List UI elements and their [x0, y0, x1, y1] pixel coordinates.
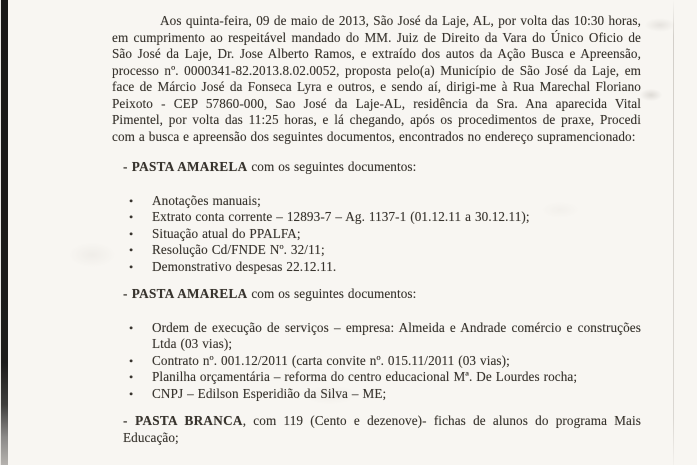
- list-item: [129, 320, 641, 353]
- section-2-folder-label: - PASTA AMARELA: [123, 286, 248, 301]
- section-1-folder-label: - PASTA AMARELA: [123, 159, 248, 174]
- list-item-text: Ordem de execução de serviços – empresa: Almeida e Andrade comércio e construções Ltda (03 vias);: [152, 319, 641, 351]
- bullet-icon: •: [129, 386, 134, 401]
- scanner-edge-shadow: [0, 0, 8, 465]
- list-item: [129, 369, 641, 386]
- section-3-heading-rest: , com 119 (Cento e dezenove)- fichas de alunos do programa Mais Educação;: [123, 413, 641, 445]
- scan-crease-line: [673, 0, 674, 465]
- list-item: [129, 209, 641, 226]
- document-body: [112, 13, 641, 446]
- section-2-heading-rest: com os seguintes documentos:: [247, 286, 417, 301]
- list-item: [129, 242, 641, 259]
- opening-paragraph: Aos quinta-feira, 09 de maio de 2013, São José da Laje, AL, por volta das 10:30 horas, em cumprimento ao respeitável mandado do MM. Juiz de Direito da Vara do Único Oficio de São José da Laje, Dr. Jose Alberto Ramos, e extraído dos autos da Ação Busca e Apreensão, processo nº. 0000341-82.2013.8.02.0052, proposta pelo(a) Município de São José da Laje, em face de Márcio José da Fonseca Lyra e outros, e sendo aí, dirigi-me à Rua Marechal Floriano Peixoto - CEP 57860-000, Sao José da Laje-AL, residência da Sra. Ana aparecida Vital Pimentel, por volta das 11:25 horas, e lá chegando, após os procedimentos de praxe, Procedi com a busca e apreensão dos seguintes documentos, encontrados no endereço supramencionado:: [112, 13, 641, 144]
- list-item: [129, 386, 641, 403]
- list-item-text: Resolução Cd/FNDE Nº. 32/11;: [152, 242, 325, 257]
- bullet-icon: •: [129, 259, 134, 274]
- section-2-list: [129, 320, 641, 403]
- list-item-text: Extrato conta corrente – 12893-7 – Ag. 1137-1 (01.12.11 a 30.12.11);: [152, 209, 530, 224]
- list-item-text: Anotações manuais;: [152, 192, 261, 208]
- section-3-folder-label: - PASTA BRANCA: [123, 413, 243, 428]
- section-3-heading: [123, 413, 641, 446]
- section-1-heading-rest: com os seguintes documentos:: [247, 159, 417, 174]
- list-item: [129, 259, 641, 276]
- bullet-icon: •: [129, 370, 134, 384]
- section-1-list: [129, 193, 641, 276]
- bullet-icon: •: [129, 210, 134, 224]
- bullet-icon: •: [129, 243, 134, 257]
- bullet-icon: •: [129, 353, 134, 368]
- list-item: [129, 353, 641, 370]
- list-item-text: CNPJ – Edilson Esperidião da Silva – ME;: [152, 385, 387, 401]
- bullet-icon: •: [129, 226, 134, 241]
- list-item-text: Demonstrativo despesas 22.12.11.: [152, 258, 337, 274]
- section-2-heading: [123, 286, 641, 303]
- list-item: [129, 193, 641, 210]
- list-item-text: Contrato nº. 001.12/2011 (carta convite nº. 015.11/2011 (03 vias);: [152, 352, 510, 368]
- list-item: [129, 226, 641, 243]
- list-item-text: Situação atual do PPALFA;: [152, 225, 301, 241]
- section-1-heading: [123, 159, 641, 176]
- bullet-icon: •: [129, 193, 134, 208]
- list-item-text: Planilha orçamentária – reforma do centro educacional Mª. De Lourdes rocha;: [152, 369, 578, 384]
- bullet-icon: •: [129, 320, 134, 335]
